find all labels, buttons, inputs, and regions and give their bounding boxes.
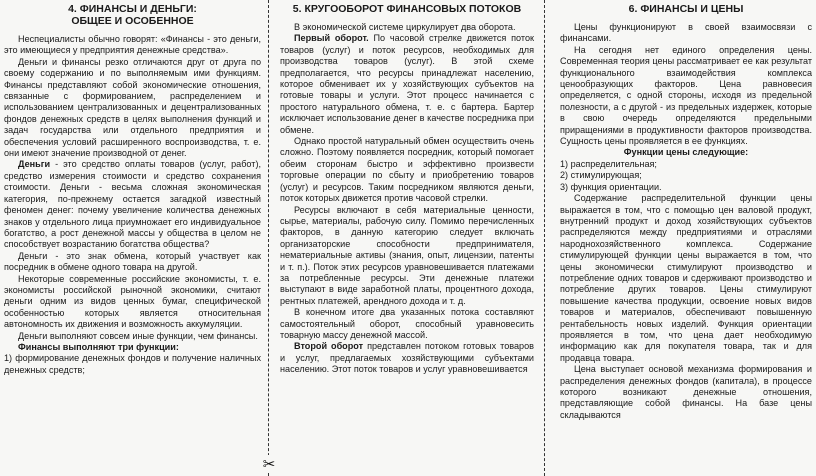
paragraph-text: представлен потоком готовых товаров и услуг, предлагаемых хозяйствующими субъектами населению. Этот поток товаров и услуг уравновешивается xyxy=(280,341,534,375)
paragraph: Неспециалисты обычно говорят: «Финансы - это деньги, это имеющиеся у предприятия денежные средства». xyxy=(4,34,261,56)
paragraph: В конечном итоге два указанных потока составляют самостоятельный оборот, способный уравновесить товарную массу денежной массой. xyxy=(280,307,534,340)
cut-line-left xyxy=(268,0,269,476)
column-finances-and-money xyxy=(4,0,261,476)
paragraph: Деньги выполняют совсем иные функции, чем финансы. xyxy=(18,330,258,341)
list-item: 3) функция ориентации. xyxy=(560,181,662,192)
paragraph: Однако простой натуральный обмен осуществить очень сложно. Поэтому появляется посредник, который помогает обеим сторонам быстро и эффективно произвести торговые операции по сбыту и приобретению товаров (услуг) и ресурсов. Таким посредником являются деньги, поток которых движется против часовой стрелки. xyxy=(280,136,534,204)
list-item: 2) стимулирующая; xyxy=(560,170,642,181)
cut-line-right xyxy=(544,0,545,476)
paragraph: Ресурсы включают в себя материальные ценности, сырье, материалы, рабочую силу. Помимо перечисленных факторов, в данную категорию следует включать организаторские способности предпринимателя, нематериальные активы (знания, опыт, лицензии, патенты и т. п.). Поток этих ресурсов уравновешивается платежами за потребленные ресурсы. Эти денежные платежи выступают в виде заработной платы, процентного дохода, рентных платежей, арендного дохода и т. д. xyxy=(280,204,534,306)
term-second-cycle: Второй оборот xyxy=(294,341,364,352)
section-title-4-line2: ОБЩЕЕ И ОСОБЕННОЕ xyxy=(71,15,194,27)
section-title-4-line1: 4. ФИНАНСЫ И ДЕНЬГИ: xyxy=(68,3,197,15)
section-title-4 xyxy=(4,3,261,27)
scissors-icon: ✂ xyxy=(262,455,276,473)
paragraph-text: По часовой стрелке движется поток товаров (услуг) и поток ресурсов, необходимых для производства товаров (услуг). В этой схеме предполагается, что ресурсы принадлежат населению, которое обменивает их у хозяйствующих субъектов на готовые товары и услуги. Этот процесс начинается с простого натурального обмена, т. е. с бартера. Бартер исключает использование денег в качестве посредника при обмене. xyxy=(280,33,534,135)
functions-heading: Финансы выполняют три функции: xyxy=(18,341,179,352)
paragraph: Некоторые современные российские экономисты, т. е. экономисты российской рыночной экономики, считают деньги одним из видов ценных бумаг, специфической особенностью которых является относительная автономность их движения и возможность аккумуляции. xyxy=(4,273,261,330)
section-title-6-text: 6. ФИНАНСЫ И ЦЕНЫ xyxy=(628,3,744,15)
paragraph xyxy=(280,341,534,375)
column-financial-flows xyxy=(280,0,534,476)
paragraph: Деньги и финансы резко отличаются друг от друга по своему содержанию и по выполняемым ими функциям. Финансы представляют собой экономические отношения, связанные с формированием, распределением и использованием централизованных и децентрализованных фондов денежных средств в целях выполнения функций и задач государства или отдельного предприятия и обеспечения условий расширенного воспроизводства, т. е. они имеют значение производной от денег. xyxy=(4,56,261,159)
paragraph xyxy=(280,33,534,136)
term-first-cycle: Первый оборот. xyxy=(294,33,369,44)
column-finances-and-prices xyxy=(560,0,812,476)
paragraph: Цена выступает основой механизма формирования и распределения денежных фондов (капитала), в процессе которого возникают денежные отношения, представляющие собой финансы. На базе цены складываются xyxy=(560,364,812,420)
section-title-5-text: 5. КРУГООБОРОТ ФИНАНСОВЫХ ПОТОКОВ xyxy=(292,3,522,15)
term-money: Деньги xyxy=(18,159,51,170)
paragraph: В экономической системе циркулирует два оборота. xyxy=(294,22,516,32)
paragraph: Цены функционируют в своей взаимосвязи с финансами. xyxy=(560,22,812,44)
section-title-5 xyxy=(280,3,534,15)
paragraph: Содержание распределительной функции цены выражается в том, что с помощью цен валовой продукт, внутренний продукт и доход хозяйствующих субъектов распределяются между предприятиями и отраслями народнохозяйственного комплекса. Содержание стимулирующей функции цены выражается в том, что цены экономически стимулируют производство и потребление одних товаров и сдерживают производство и потребление других товаров. Цены стимулируют повышение качества продукции, освоение новых видов товаров и материалов, обеспечивают повышенную рентабельность новых изделий. Функция ориентации проявляется в том, что цена дает необходимую информацию как для покупателя товара, так и для продавца товара. xyxy=(560,193,812,363)
paragraph: Деньги - это знак обмена, который участвует как посредник в обмене одного товара на другой. xyxy=(4,250,261,273)
paragraph xyxy=(4,342,261,353)
paragraph-text: - это средство оплаты товаров (услуг, работ), средство измерения стоимости и средство сохранения стоимости. Деньги - весьма сложная экономическая категория, по-прежнему остается загадкой известный феномен денег: почему увеличение количества денежных знаков у отдельного лица приумножает его индивидуальное богатство, а рост денежной массы у общества в целом не способствует возрастанию богатства общества? xyxy=(4,159,261,250)
list-item: 1) формирование денежных фондов и получение наличных денежных средств; xyxy=(4,353,261,375)
paragraph: На сегодня нет единого определения цены. Современная теория цены рассматривает ее как результат функционального взаимодействия комплекса ценообразующих факторов. Цена равновесия определяется, с одной стороны, исходя из предельной полезности, а с другой - из предельных издержек, которые в свою очередь определяются предельными приращениями в продуктивности факторов производства. Сущность цены проявляется в ее функциях. xyxy=(560,44,812,147)
list-item: 1) распределительная; xyxy=(560,158,657,169)
functions-heading xyxy=(560,147,812,158)
functions-heading-text: Функции цены следующие: xyxy=(623,147,749,158)
paragraph xyxy=(4,159,261,250)
section-title-6 xyxy=(560,3,812,15)
